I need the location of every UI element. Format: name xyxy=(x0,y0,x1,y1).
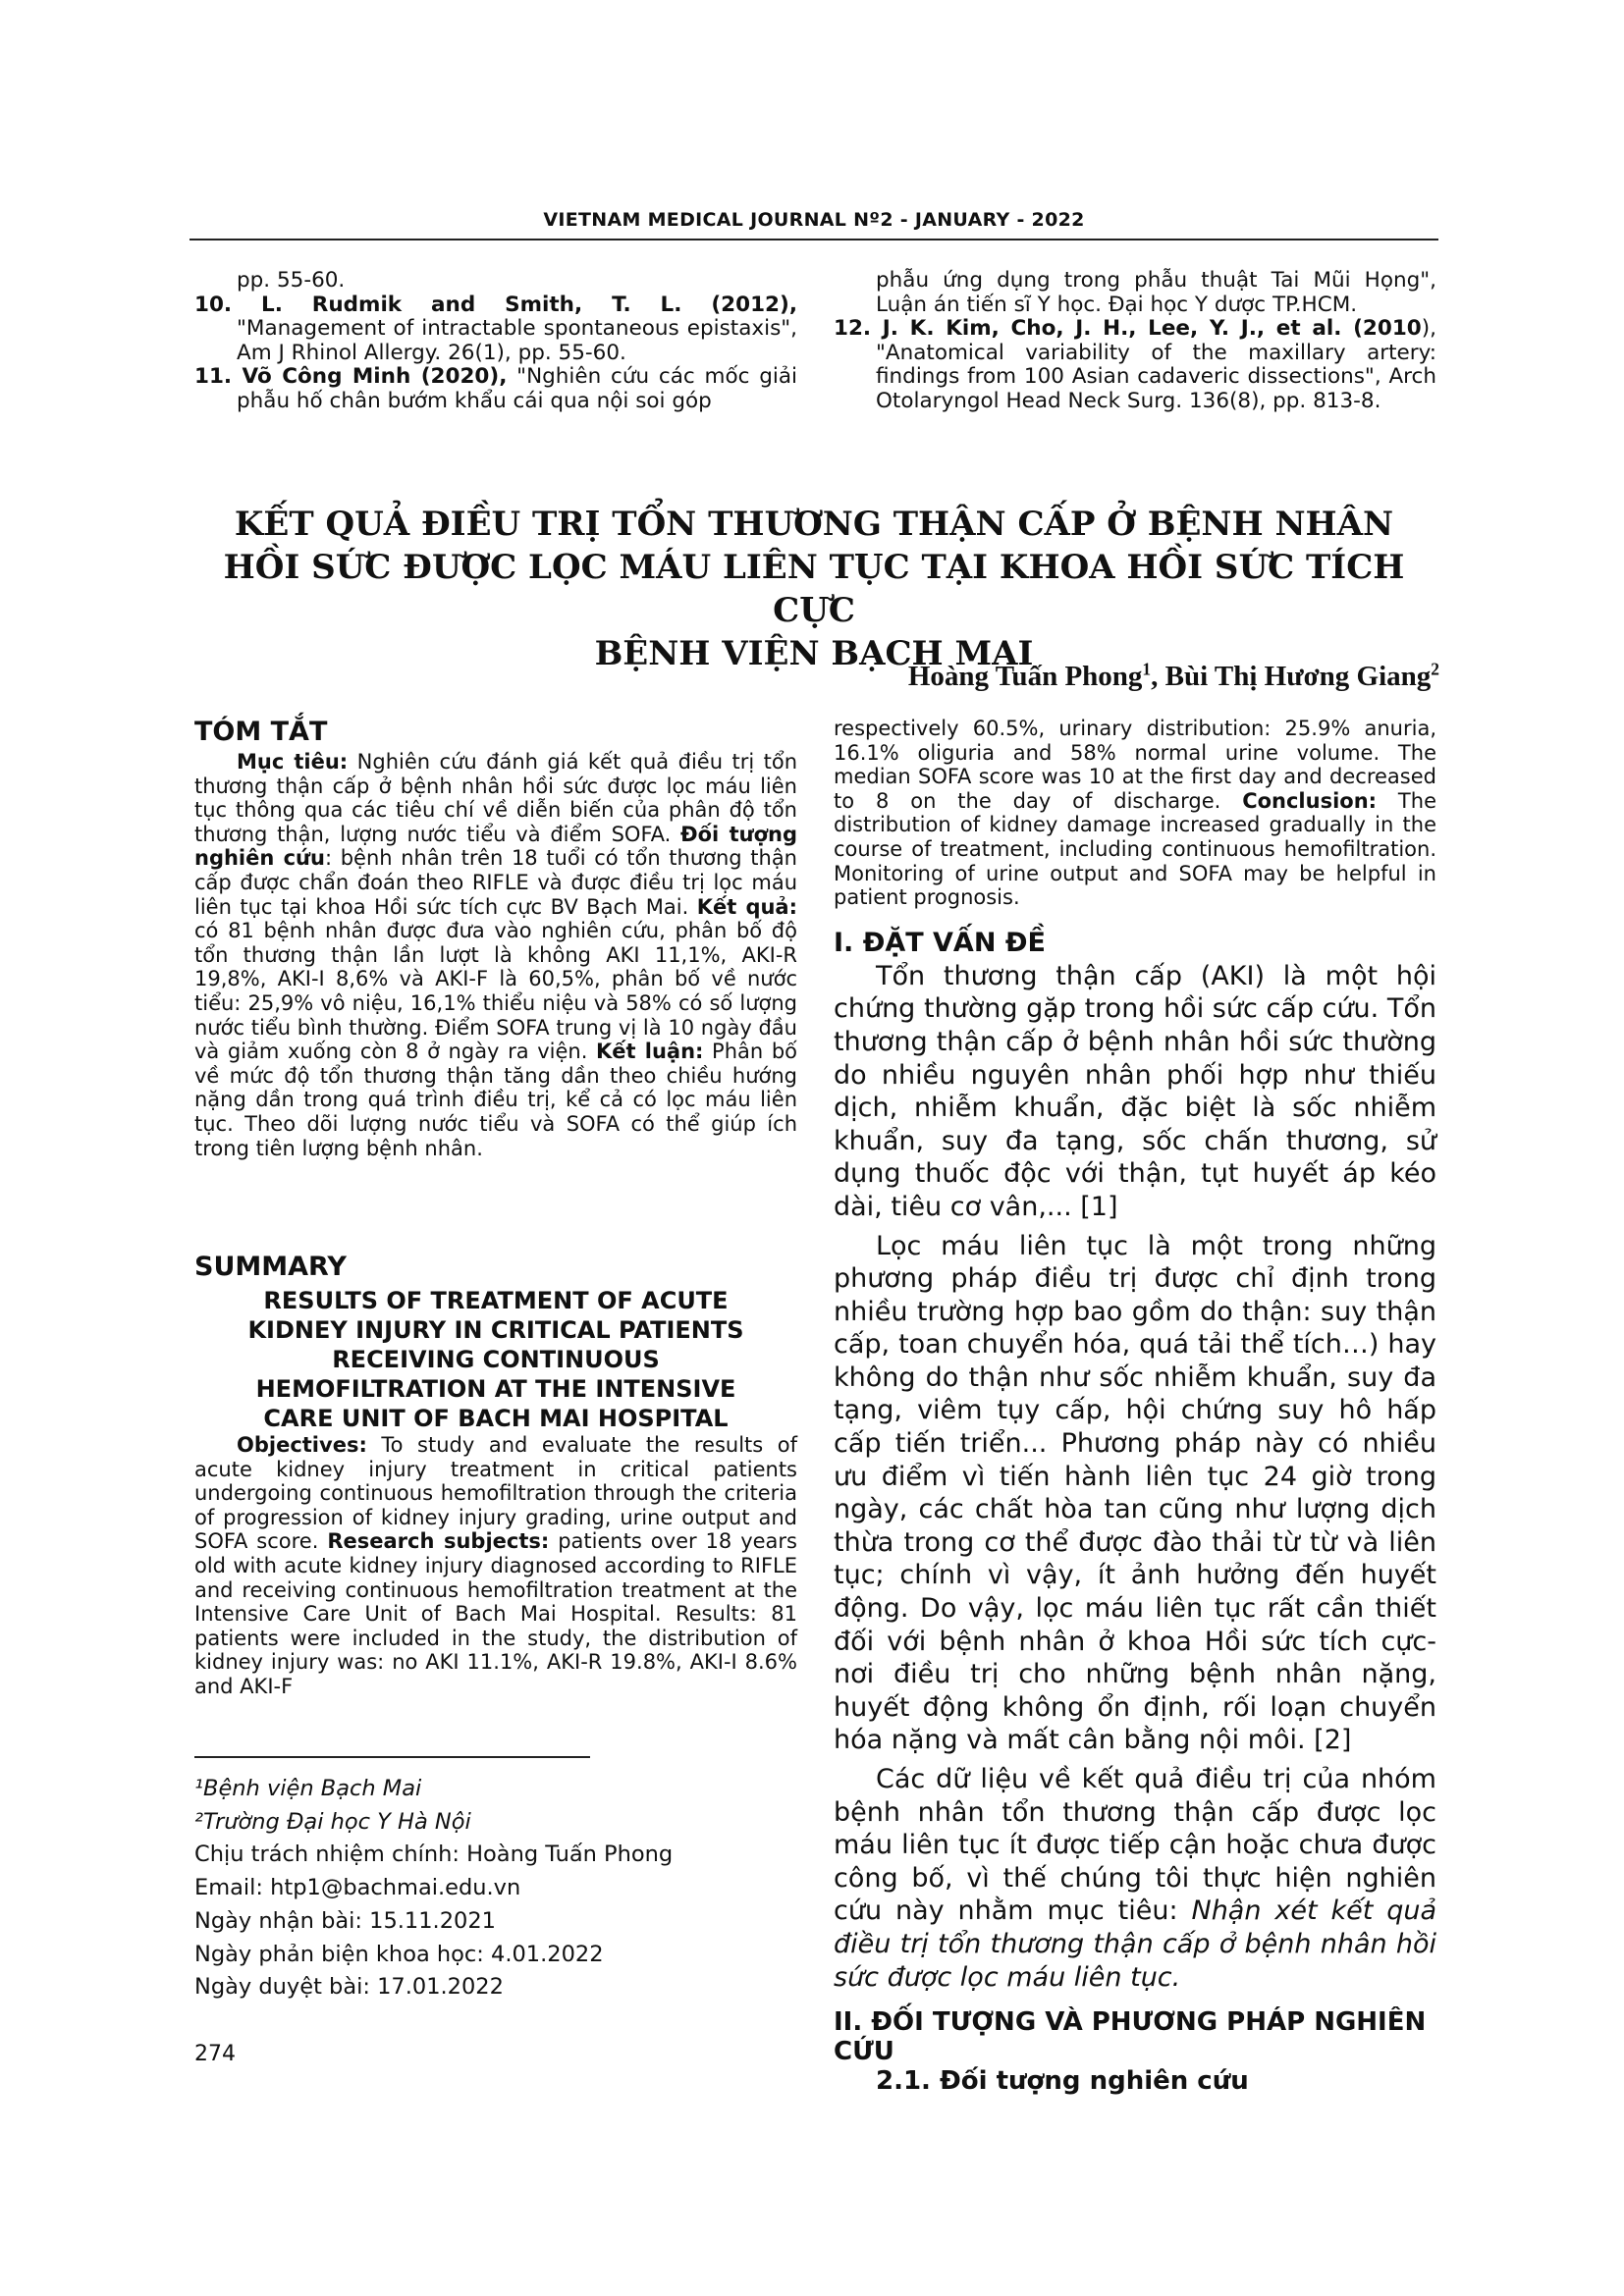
article-title xyxy=(189,503,1438,675)
text-doituong: : bệnh nhân trên 18 tuổi có tổn thương thận cấp được chẩn đoán theo RIFLE và được điều trị lọc máu liên tục tại khoa Hồi sức tích cực BV Bạch Mai. xyxy=(194,846,797,919)
author-2-affiliation: 2 xyxy=(1431,659,1439,679)
references-left xyxy=(194,269,797,413)
author-1-affiliation: 1 xyxy=(1142,659,1152,679)
label-ketluan: Kết luận: xyxy=(595,1040,704,1064)
references-right xyxy=(834,269,1436,413)
title-line-3: BỆNH VIỆN BẠCH MAI xyxy=(594,634,1034,673)
section-1-heading: I. ĐẶT VẤN ĐỀ xyxy=(834,927,1046,958)
author-1: Hoàng Tuấn Phong xyxy=(907,661,1143,692)
text-ketqua: có 81 bệnh nhân được đưa vào nghiên cứu, phân bố độ tổn thương thận lần lượt là không AKI 11,1%, AKI-R 19,8%, AKI-I 8,6% và AKI-F là 60,5%, phân bố về nước tiểu: 25,9% vô niệu, 16,1% thiểu niệu và 58% có số lượng nước tiểu bình thường. Điểm SOFA trung vị là 10 ngày đầu và giảm xuống còn 8 ở ngày ra viện. xyxy=(194,919,797,1064)
label-doituong: Đối tượng nghiên cứu xyxy=(194,822,797,871)
reference-11 xyxy=(194,365,797,413)
summary-continuation xyxy=(834,717,1436,910)
reference-10-author: 10. L. Rudmik and Smith, T. L. (2012), xyxy=(194,292,797,317)
section-1-paragraph-1: Tổn thương thận cấp (AKI) là một hội chứng thường gặp trong hồi sức cấp cứu. Tổn thương thận cấp ở bệnh nhân hồi sức thường do nhiều nguyên nhân phối hợp như thiếu dịch, nhiễm khuẩn, đặc biệt là sốc nhiễm khuẩn, suy đa tạng, sốc chấn thương, sử dụng thuốc độc với thận, tụt huyết áp kéo dài, tiêu cơ vân,... [1] xyxy=(834,960,1436,1222)
label-muctieu: Mục tiêu: xyxy=(237,750,349,774)
tomtat-heading: TÓM TẮT xyxy=(194,717,328,747)
summary-heading: SUMMARY xyxy=(194,1252,347,1282)
text-objectives: To study and evaluate the results of acute kidney injury treatment in critical patients undergoing continuous hemofiltration through the criteria of progression of kidney injury grading, urine output and SOFA score. xyxy=(194,1433,797,1554)
section-1-body xyxy=(834,960,1436,1994)
section-1-paragraph-2: Lọc máu liên tục là một trong những phương pháp điều trị được chỉ định trong nhiều trường hợp bao gồm do thận: suy thận cấp, toan chuyển hóa, quá tải thể tích…) hay không do thận như sốc nhiễm khuẩn, suy đa tạng, viêm tụy cấp, hội chứng suy hô hấp cấp tiến triển... Phương pháp này có nhiều ưu điểm vì tiến hành liên tục 24 giờ trong ngày, các chất hòa tan cũng như lượng dịch thừa trong cơ thể được đào thải từ từ và liên tục; chính vì vậy, ít ảnh hưởng đến huyết động. Do vậy, lọc máu liên tục rất cần thiết đối với bệnh nhân ở khoa Hồi sức tích cực- nơi điều trị cho những bệnh nhân nặng, huyết động không ổn định, rối loạn chuyển hóa nặng và mất cân bằng nội môi. [2] xyxy=(834,1230,1436,1756)
section-1-paragraph-3-text: Các dữ liệu về kết quả điều trị của nhóm bệnh nhân tổn thương thận cấp được lọc máu liên tục ít được tiếp cận hoặc chưa được công bố, vì thế chúng tôi thực hiện nghiên cứu này nhằm mục tiêu: xyxy=(834,1764,1436,1927)
study-objective: Nhận xét kết quả điều trị tổn thương thận cấp ở bệnh nhân hồi sức được lọc máu liên tục. xyxy=(834,1896,1436,1993)
author-separator: , xyxy=(1151,661,1165,692)
reference-12-text: ), "Anatomical variability of the maxillary artery: findings from 100 Asian cadaveric dissections", Arch Otolaryngol Head Neck Surg. 136(8), pp. 813-8. xyxy=(876,316,1436,413)
footnote-rule xyxy=(194,1756,590,1758)
footnote-affiliation-1: ¹Bệnh viện Bạch Mai xyxy=(194,1776,422,1801)
text-summary-continuation: respectively 60.5%, urinary distribution: 25.9% anuria, 16.1% oliguria and 58% normal urine volume. The median SOFA score was 10 at the first day and decreased to 8 on the day of discharge. xyxy=(834,717,1436,813)
reference-continuation: pp. 55-60. xyxy=(237,268,346,293)
reference-11-text: "Nghiên cứu các mốc giải phẫu hố chân bướm khẩu cái qua nội soi góp xyxy=(237,364,798,413)
tomtat-body xyxy=(194,750,797,1160)
label-research-subjects: Research subjects: xyxy=(327,1529,550,1554)
reference-11-continuation: phẫu ứng dụng trong phẫu thuật Tai Mũi Họng", Luận án tiến sĩ Y học. Đại học Y dược TP.HCM. xyxy=(876,268,1436,317)
label-conclusion: Conclusion: xyxy=(1242,788,1378,813)
text-muctieu: Nghiên cứu đánh giá kết quả điều trị tổn thương thận cấp ở bệnh nhân hồi sức được lọc máu liên tục thông qua các tiêu chí về diễn biến của phân độ tổn thương thận, lượng nước tiểu và điểm SOFA. xyxy=(194,750,797,846)
label-ketqua: Kết quả: xyxy=(696,894,798,919)
reference-10 xyxy=(194,294,797,366)
footnote-received-date: Ngày nhận bài: 15.11.2021 xyxy=(194,1907,496,1934)
section-1-paragraph-3 xyxy=(834,1763,1436,1994)
footnote-email: Email: htp1@bachmai.edu.vn xyxy=(194,1875,521,1901)
text-conclusion: The distribution of kidney damage increased gradually in the course of treatment, including continuous hemofiltration. Monitoring of urine output and SOFA may be helpful in patient prognosis. xyxy=(834,788,1436,910)
summary-title: RESULTS OF TREATMENT OF ACUTE KIDNEY INJURY IN CRITICAL PATIENTS RECEIVING CONTINUOUS HEMOFILTRATION AT THE INTENSIVE CARE UNIT OF BACH MAI HOSPITAL xyxy=(247,1287,744,1432)
header-rule xyxy=(189,239,1438,240)
section-2-heading: II. ĐỐI TƯỢNG VÀ PHƯƠNG PHÁP NGHIÊN CỨU xyxy=(834,2007,1427,2067)
footnote-affiliation-2: ²Trường Đại học Y Hà Nội xyxy=(194,1808,471,1835)
reference-10-text: "Management of intractable spontaneous epistaxis", Am J Rhinol Allergy. 26(1), pp. 55-60. xyxy=(237,316,797,365)
text-ketluan: Phân bố về mức độ tổn thương thận tăng dần theo chiều hướng nặng dần trong quá trình điều trị, kể cả có lọc máu liên tục. Theo dõi lượng nước tiểu và SOFA có thể giúp ích trong tiên lượng bệnh nhân. xyxy=(194,1040,797,1160)
footnotes xyxy=(194,1773,673,2004)
author-2: Bùi Thị Hương Giang xyxy=(1164,661,1432,692)
authors xyxy=(908,661,1439,693)
footnote-accepted-date: Ngày duyệt bài: 17.01.2022 xyxy=(194,1974,504,2001)
label-objectives: Objectives: xyxy=(237,1433,367,1457)
journal-header: VIETNAM MEDICAL JOURNAL Nº2 - JANUARY - 2022 xyxy=(543,209,1085,231)
subsection-2-1-heading: 2.1. Đối tượng nghiên cứu xyxy=(876,2066,1249,2097)
reference-12 xyxy=(834,317,1436,413)
footnote-corresponding-author: Chịu trách nhiệm chính: Hoàng Tuấn Phong xyxy=(194,1842,674,1868)
text-research-subjects: patients over 18 years old with acute kidney injury diagnosed according to RIFLE and receiving continuous hemofiltration treatment at the Intensive Care Unit of Bach Mai Hospital. Results: 81 patients were included in the study, the distribution of kidney injury was: no AKI 11.1%, AKI-R 19.8%, AKI-I 8.6% and AKI-F xyxy=(194,1529,797,1698)
footnote-review-date: Ngày phản biện khoa học: 4.01.2022 xyxy=(194,1941,604,1967)
title-line-1: KẾT QUẢ ĐIỀU TRỊ TỔN THƯƠNG THẬN CẤP Ở BỆNH NHÂN xyxy=(234,505,1394,544)
right-column xyxy=(834,717,1436,2096)
reference-12-author: 12. J. K. Kim, Cho, J. H., Lee, Y. J., et al. (2010 xyxy=(834,316,1422,341)
page-number: 274 xyxy=(194,2042,236,2066)
abstract-vietnamese xyxy=(194,717,797,1160)
title-line-2: HỒI SỨC ĐƯỢC LỌC MÁU LIÊN TỤC TẠI KHOA HỒI SỨC TÍCH CỰC xyxy=(223,548,1405,630)
reference-11-author: 11. Võ Công Minh (2020), xyxy=(194,364,508,389)
abstract-english xyxy=(194,1252,797,1699)
summary-body xyxy=(194,1433,797,1699)
